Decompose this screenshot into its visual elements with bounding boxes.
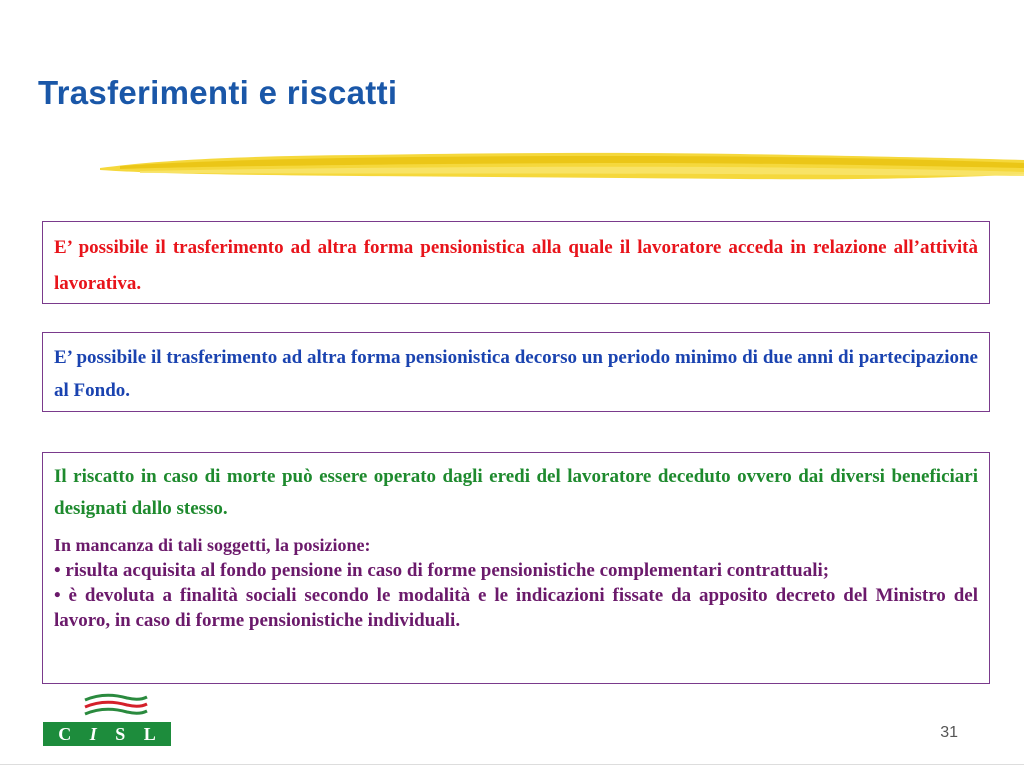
cisl-logo <box>43 692 171 746</box>
bottom-divider <box>0 764 1024 765</box>
slide-title: Trasferimenti e riscatti <box>38 74 398 111</box>
yellow-brush-stroke <box>100 146 1024 186</box>
logo-waves-icon <box>81 692 151 720</box>
logo-letter: S <box>115 723 126 744</box>
logo-letter: L <box>143 723 156 744</box>
redemption-box <box>42 452 990 684</box>
page-number: 31 <box>940 724 958 741</box>
redemption-intro-text: Il riscatto in caso di morte può essere operato dagli eredi del lavoratore deceduto ovvero dai diversi beneficiari designati dallo stesso. <box>54 466 978 519</box>
transfer-activity-box <box>42 221 990 304</box>
logo-letter: I <box>89 723 97 744</box>
logo-letter-bar <box>43 722 171 746</box>
transfer-minimum-period-text: E’ possibile il trasferimento ad altra forma pensionistica decorso un periodo minimo di due anni di partecipazione al Fondo. <box>54 347 978 401</box>
redemption-lead-text: In mancanza di tali soggetti, la posizione: <box>54 535 371 555</box>
transfer-minimum-period-box <box>42 332 990 412</box>
bullet-item-contractual: • risulta acquisita al fondo pensione in caso di forme pensionistiche complementari contrattuali; <box>54 560 830 581</box>
bullet-item-individual: • è devoluta a finalità sociali secondo le modalità e le indicazioni fissate da apposito decreto del Ministro del lavoro, in caso di forme pensionistiche individuali. <box>54 585 978 631</box>
logo-letter: C <box>58 723 72 744</box>
transfer-activity-text: E’ possibile il trasferimento ad altra forma pensionistica alla quale il lavoratore acceda in relazione all’attività lavorativa. <box>54 237 978 294</box>
redemption-details <box>54 533 978 633</box>
